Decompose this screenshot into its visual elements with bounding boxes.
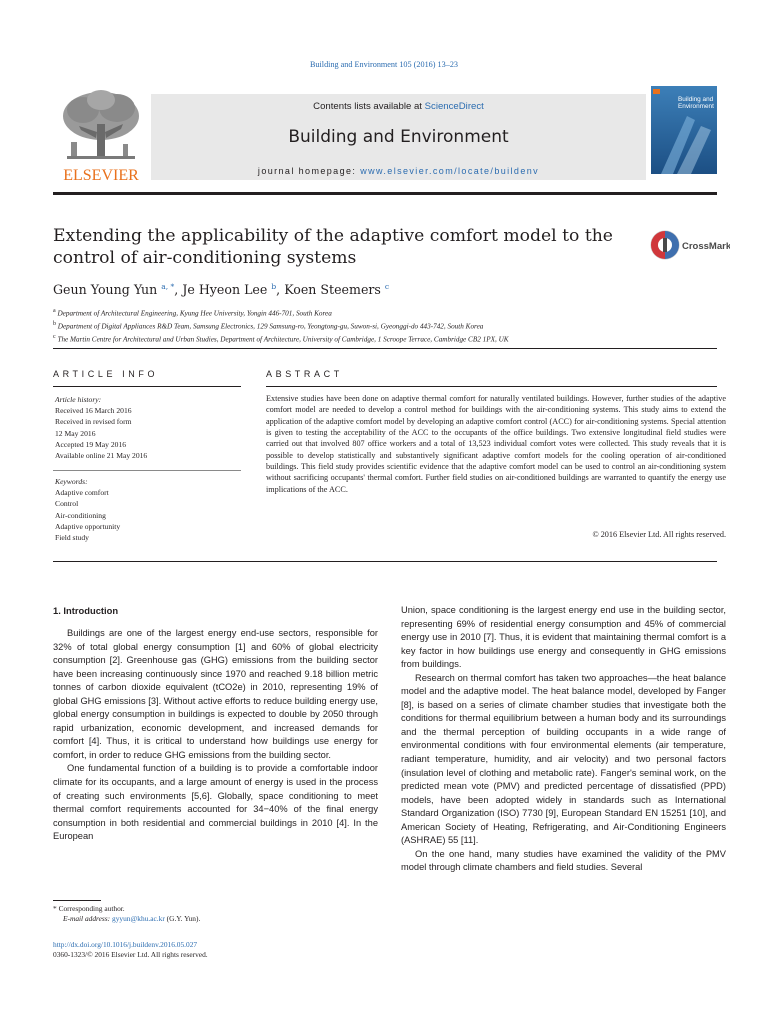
sciencedirect-link[interactable]: ScienceDirect xyxy=(424,101,484,112)
abstract-rule xyxy=(266,386,717,387)
affiliations xyxy=(53,306,717,345)
paragraph: Research on thermal comfort has taken two approaches—the heat balance model and the adaptive model. The heat balance model, developed by Fanger [8], is based on a series of climate chamber studies that investigate both the conditions for thermal equilibrium between a human body and its surroundings and the thermal perception of building occupants in a wide range of environmental conditions with four environmental elements (air temperature, radiant temperature, humidity, and air velocity) and two personal factors (insulation level of clothing and metabolic rate). Fanger's seminal work, on the predicted mean vote (PMV) and predicted percentage of dissatisfied (PPD) models, have been adopted widely in standards such as International Standard Organization (ISO) 7730 [9], European Standard EN 15251 [10], and American Society of Heating, Refrigerating, and Air-Conditioning Engineers (ASHRAE) 55 [11]. xyxy=(401,672,726,846)
body-column-right xyxy=(401,604,726,875)
keyword: Adaptive comfort xyxy=(55,488,109,498)
journal-homepage-link[interactable]: www.elsevier.com/locate/buildenv xyxy=(360,166,540,176)
article-history: Article history: Received 16 March 2016 Received in revised form 12 May 2016 Accepted 19 May 2016 Available online 21 May 2016 xyxy=(55,395,148,461)
journal-name: Building and Environment xyxy=(288,127,509,147)
section-heading: 1. Introduction xyxy=(53,605,119,616)
history-item: Received 16 March 2016 xyxy=(55,406,132,416)
affiliation-line: $^a$ Department of Architectural Engineering, Kyung Hee University, Yongin 446-701, South Korea xyxy=(53,308,332,318)
history-item: 12 May 2016 xyxy=(55,428,96,438)
elsevier-tree-icon xyxy=(53,86,149,186)
affiliation-line: $^b$ Department of Digital Appliances R&D Team, Samsung Electronics, 129 Samsung-ro, Yeongtong-gu, Suwon-si, Gyeonggi-do 443-742, South Korea xyxy=(53,320,484,331)
contents-line: Contents lists available at ScienceDirect xyxy=(313,101,484,112)
homepage-line: journal homepage: www.elsevier.com/locate/buildenv xyxy=(257,166,540,176)
svg-text:Building and: Building and xyxy=(678,96,714,103)
journal-masthead xyxy=(53,86,717,186)
paragraph: On the one hand, many studies have examined the validity of the PMV model through climate chambers and field studies. Several xyxy=(401,848,726,873)
journal-citation-link[interactable]: Building and Environment 105 (2016) 13–23 xyxy=(309,60,459,69)
elsevier-logo[interactable] xyxy=(53,86,149,186)
article-info-heading: ARTICLE INFO xyxy=(53,369,159,379)
author-affiliation-link[interactable]: c xyxy=(384,282,390,291)
keywords: Keywords: Adaptive comfort Control Air-conditioning Adaptive opportunity Field study xyxy=(55,477,121,543)
svg-text:CrossMark: CrossMark xyxy=(682,241,730,252)
author-affiliation-link[interactable]: b xyxy=(271,282,277,291)
author-name: Geun Young Yun xyxy=(53,282,158,298)
doi-block xyxy=(53,940,208,960)
issn-line: 0360-1323/© 2016 Elsevier Ltd. All rights reserved. xyxy=(53,950,208,959)
article-title: Extending the applicability of the adaptive comfort model to the control of air-conditioning systems xyxy=(53,226,613,268)
history-item: Received in revised form xyxy=(55,417,132,427)
history-item: Accepted 19 May 2016 xyxy=(55,439,127,449)
footnote-rule xyxy=(53,900,101,901)
journal-banner xyxy=(151,94,646,180)
author-name: Je Hyeon Lee xyxy=(182,282,268,298)
keyword: Air-conditioning xyxy=(55,510,106,520)
abstract-text: Extensive studies have been done on adaptive thermal comfort for naturally ventilated buildings. However, further studies of the adaptive comfort model are needed to develop a control method for buildings with the air-conditioning systems. This study aims to extend the application of the adaptive comfort model by developing an adaptive comfort control (ACC) for air-conditioning systems. Special attention is given to testing the acceptability of the ACC to the occupants of the office buildings. Two extensive longitudinal field studies were carried out that involved 807 office workers and a total of 13,523 individual comfort votes were collected. This study reveals that it is possible to develop statistically and substantively significant adaptive comfort models for the cooling operation of air-conditioned buildings. This field study provides scientific evidence that the adaptive comfort model can be used to control an air-conditioning system without sacrificing occupants' thermal comfort. Further field studies on air-conditioned buildings are warranted to quantify the energy use implications of the ACC. xyxy=(266,394,726,494)
journal-cover-image[interactable] xyxy=(651,86,717,174)
author-list: Geun Young Yun $^{a, *}$, Je Hyeon Lee $^b$, Koen Steemers $^c$ xyxy=(53,282,390,298)
header-rule xyxy=(53,192,717,195)
footnote: * Corresponding author. E-mail address: gyyun@khu.ac.kr (G.Y. Yun). xyxy=(53,904,201,923)
email-link[interactable]: gyyun@khu.ac.kr xyxy=(112,914,165,923)
paragraph: Union, space conditioning is the largest energy end use in the building sector, representing 69% of residential energy consumption and 45% of commercial energy use in 2010 [7]. Thus, it is evident that maintaining thermal comfort is a key factor in how buildings use energy and consequently in GHG emissions from buildings. xyxy=(401,605,726,670)
keyword: Control xyxy=(55,499,79,509)
affiliation-line: $^c$ The Martin Centre for Architectural and Urban Studies, Department of Architecture, University of Cambridge, 1 Scroope Terrace, Cambridge CB2 1PX, UK xyxy=(53,333,509,344)
abstract-heading: ABSTRACT xyxy=(266,369,343,379)
history-item: Available online 21 May 2016 xyxy=(55,451,148,461)
crossmark-icon xyxy=(650,229,730,261)
doi-link[interactable]: http://dx.doi.org/10.1016/j.buildenv.2016.05.027 xyxy=(53,940,198,949)
keyword: Adaptive opportunity xyxy=(55,521,121,531)
section-rule xyxy=(53,561,717,562)
author-affiliation-link[interactable]: a, * xyxy=(161,282,175,291)
info-rule xyxy=(53,386,241,387)
author-name: Koen Steemers xyxy=(284,282,381,298)
paragraph: One fundamental function of a building is to provide a comfortable indoor climate for its occupants, and a large amount of energy is used in the process of creating such environments [5,6]. Globally, space conditioning to meet thermal comfort requirements accounted for 34−40% of the final energy consumption in both residential and commercial buildings in 2010 [4]. In the European xyxy=(53,763,378,842)
abstract-copyright: © 2016 Elsevier Ltd. All rights reserved. xyxy=(592,530,726,539)
cover-art xyxy=(651,86,717,174)
info-divider xyxy=(53,470,241,471)
body-column-left xyxy=(53,627,378,844)
paragraph: Buildings are one of the largest energy end-use sectors, responsible for 32% of total global energy consumption [1] and 60% of global electricity consumption [2]. Greenhouse gas (GHG) emissions from the building sector have been increasing continuously since 1970 and reached 9.18 billion metric tonnes of carbon dioxide equivalent (tCO2e) in 2010, representing 19% of global GHG emissions [3]. Without active efforts to reduce building energy use, global energy consumption in buildings is expected to double by 2050 through rapid urbanization, economic development, and increased demands for comfort [4]. Thus, it is critical to understand how buildings use energy for comfort, in order to reduce GHG emissions from the building sector. xyxy=(53,628,378,760)
keyword: Field study xyxy=(55,533,89,543)
section-rule xyxy=(53,348,717,349)
svg-text:Environment: Environment xyxy=(678,103,714,110)
elsevier-wordmark: ELSEVIER xyxy=(63,167,139,184)
crossmark-button[interactable] xyxy=(650,229,730,261)
